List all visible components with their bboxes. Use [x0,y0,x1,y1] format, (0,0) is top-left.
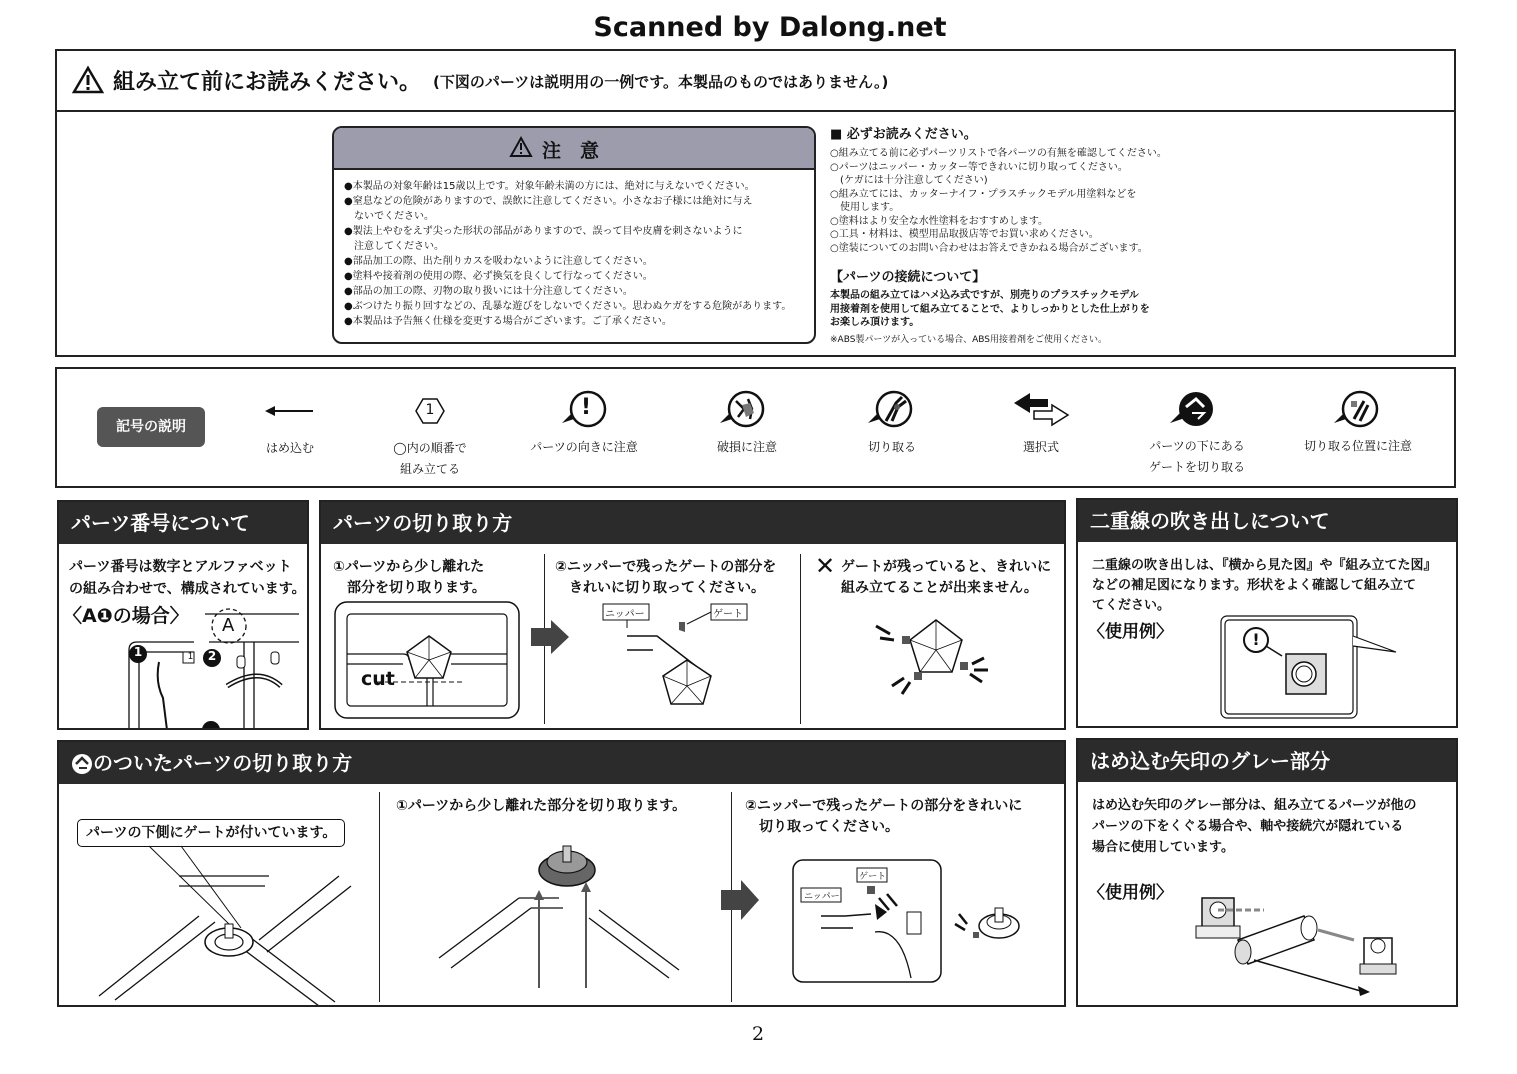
connection-line: お楽しみ頂けます。 [830,317,920,328]
cutting-step1-a: ①パーツから少し離れた [333,559,485,575]
double-line-text-3: てください。 [1092,598,1171,613]
under-gate-icon [1170,389,1214,429]
gray-arrow-example: 〈使用例〉 [1088,883,1173,903]
must-read-title: ■ 必ずお読みください。 [830,127,977,142]
gray-arrow-text-3: 場合に使用しています。 [1092,840,1234,855]
caution-header [334,128,814,170]
double-line-text-2: などの補足図になります。形状をよく確認して組み立て [1092,578,1416,593]
must-read-item: ○パーツはニッパー・カッター等できれいに切り取ってください。 [830,161,1128,173]
under-gate-step-arrow-icon [721,880,761,920]
symbol-label-cut: 切り取る [867,440,917,454]
under-gate-callout: パーツの下側にゲートが付いています。 [77,819,345,847]
symbol-label-damage: 破損に注意 [716,440,778,454]
caution-title: 注 意 [542,140,600,162]
connection-text [830,289,1167,330]
connection-line: 本製品の組み立てはハメ込み式ですが、別売りのプラスチックモデル [830,290,1139,301]
double-line-text-1: 二重線の吹き出しは、『横から見た図』や『組み立てた図』 [1092,558,1437,573]
double-arrow-icon [1014,393,1068,425]
part-number-example: 〈A❶の場合〉 [63,605,189,627]
gray-arrow-panel [1076,738,1458,1007]
caution-box [332,126,816,344]
part-number-text1: パーツ番号は数字とアルファベット [69,559,292,575]
caution-item: ●部品加工の際、出た削りカスを吸わないように注意してください。 [344,256,653,267]
caution-triangle-icon [510,137,532,157]
symbols-title: 記号の説明 [116,419,186,435]
nipper-label: ニッパー [605,609,645,620]
caution-item: ●窒息などの危険がありますので、誤飲に注意してください。小さなお子様には絶対に与え [344,196,753,207]
page-number: 2 [751,1023,765,1045]
must-read-item: ○組み立てる前に必ずパーツリストで各パーツの有無を確認してください。 [830,148,1167,159]
must-read-item: ○塗料はより安全な水性塗料をおすすめします。 [830,215,1049,227]
under-gate-step2-a: ②ニッパーで残ったゲートの部分をきれいに [745,798,1023,814]
cutting-step1-illustration [333,600,523,720]
part-number-title: パーツ番号について [59,502,307,544]
must-read-list [830,147,1167,255]
scan-credit: Scanned by Dalong.net [593,12,947,43]
symbols-panel [55,367,1456,488]
notice-title: 組み立て前にお読みください。 [113,70,422,95]
cutting-bad-b: 組み立てることが出来ません。 [841,580,1038,596]
part-label-2: 2 [207,649,217,663]
cutting-panel [319,500,1066,730]
part-label-1: 1 [133,645,143,659]
must-read-item: ○組み立てには、カッターナイフ・プラスチックモデル用塗料などを [830,188,1137,200]
caution-item: ●塗料や接着剤の使用の際、必ず換気を良くして行なってください。 [344,271,653,282]
under-gate-nipper-label: ニッパー [804,892,840,902]
under-gate-header [59,742,1064,784]
must-read-section [830,123,1167,345]
caution-item: ●本製品の対象年齢は15歳以上です。対象年齢未満の方には、絶対に与えないでください。 [344,181,755,192]
double-line-title: 二重線の吹き出しについて [1078,500,1456,542]
connection-line: 用接着剤を使用して組み立てることで、よりしっかりとした仕上がりを [830,303,1150,315]
hexagon-number: 1 [425,402,435,418]
notice-title-row [57,51,1454,112]
caution-item: ●本製品は予告無く仕様を変更する場合がございます。ご了承ください。 [344,316,672,327]
double-line-example: 〈使用例〉 [1088,622,1173,642]
under-gate-runner-illustration [89,846,379,1006]
cutting-title: パーツの切り取り方 [321,502,1064,544]
gate-label: ゲート [713,609,743,620]
gray-arrow-text-2: パーツの下をくぐる場合や、軸や接続穴が隠れている [1092,819,1404,834]
symbol-label-cut-position: 切り取る位置に注意 [1303,439,1413,453]
runner-illustration [59,602,309,730]
under-gate-divider-1 [379,792,380,1002]
double-line-panel [1076,498,1458,728]
caution-list [344,179,791,329]
under-gate-title-icon [71,753,93,775]
must-read-item: (ケガには十分注意してください) [830,175,988,186]
must-read-item: ○工具・材料は、模型用品取扱店等でお買い求めください。 [830,229,1099,240]
gray-arrow-illustration [1194,880,1434,990]
arrow-left-icon [265,403,315,419]
double-line-mark: ! [1252,630,1260,649]
connection-note: ※ABS製パーツが入っている場合、ABS用接着剤をご使用ください。 [830,334,1107,345]
gray-arrow-title: はめ込む矢印のグレー部分 [1078,740,1456,782]
caution-item: 注意してください。 [344,241,444,252]
cut-position-icon [1334,389,1378,429]
symbols-title-badge [97,407,205,447]
notice-subtitle: (下図のパーツは説明用の一例です。本製品のものではありません。) [433,73,889,91]
cutting-divider-2 [800,554,801,724]
symbol-label-under-gate: パーツの下にある ゲートを切り取る [1148,439,1246,474]
cutting-step2-illustration [591,602,781,722]
under-gate-panel [57,740,1066,1007]
cutting-step1-b: 部分を切り取ります。 [333,580,486,596]
caution-item: ないでください。 [344,211,434,222]
nipper-icon [868,389,912,429]
must-read-item: 使用します。 [830,202,900,213]
part-label-small: 1 [187,652,194,662]
gray-arrow-text-1: はめ込む矢印のグレー部分は、組み立てるパーツが他の [1092,798,1417,813]
under-gate-step1: ①パーツから少し離れた部分を切り取ります。 [396,798,687,814]
cutting-step2-b: きれいに切り取ってください。 [555,580,765,596]
bad-mark-icon: ✕ [815,552,836,580]
bad-gate-illustration [876,612,1006,702]
under-gate-gate-label: ゲート [859,872,887,882]
caution-item: ●製法上やむをえず尖った形状の部品がありますので、誤って目や皮膚を刺さないように [344,226,743,237]
symbol-label-order: ◯内の順番で 組み立てる [393,441,467,476]
part-label-a: A [222,615,235,636]
exclamation-glyph: ! [580,395,592,420]
part-number-panel [57,500,309,730]
cut-label: cut [361,668,395,690]
symbol-label-hamekomu: はめ込む [265,441,315,455]
must-read-item: ○塗装についてのお問い合わせはお答えできかねる場合がございます。 [830,242,1148,254]
step-arrow-icon [531,620,571,654]
notice-panel [55,49,1456,357]
under-gate-step1-illustration [439,838,709,988]
caution-item: ●部品の加工の際、刃物の取り扱いには十分注意してください。 [344,286,633,297]
warning-triangle-icon [73,66,103,94]
broken-part-icon [720,389,764,429]
double-line-bubble-illustration [1220,612,1410,720]
under-gate-title: のついたパーツの切り取り方 [93,751,353,775]
cutting-bad-a: ゲートが残っていると、きれいに [841,559,1051,575]
cutting-step2-a: ②ニッパーで残ったゲートの部分を [555,559,777,575]
connection-title: 【パーツの接続について】 [830,270,986,285]
symbol-label-direction: パーツの向きに注意 [530,440,638,454]
part-number-text2: の組み合わせで、構成されています。 [69,581,306,597]
symbol-label-select: 選択式 [1022,440,1060,454]
under-gate-step2-illustration [791,858,1061,988]
caution-item: ●ぶつけたり振り回すなどの、乱暴な遊びをしないでください。思わぬケガをする危険があります。 [344,301,792,312]
under-gate-step2-b: 切り取ってください。 [745,819,899,835]
